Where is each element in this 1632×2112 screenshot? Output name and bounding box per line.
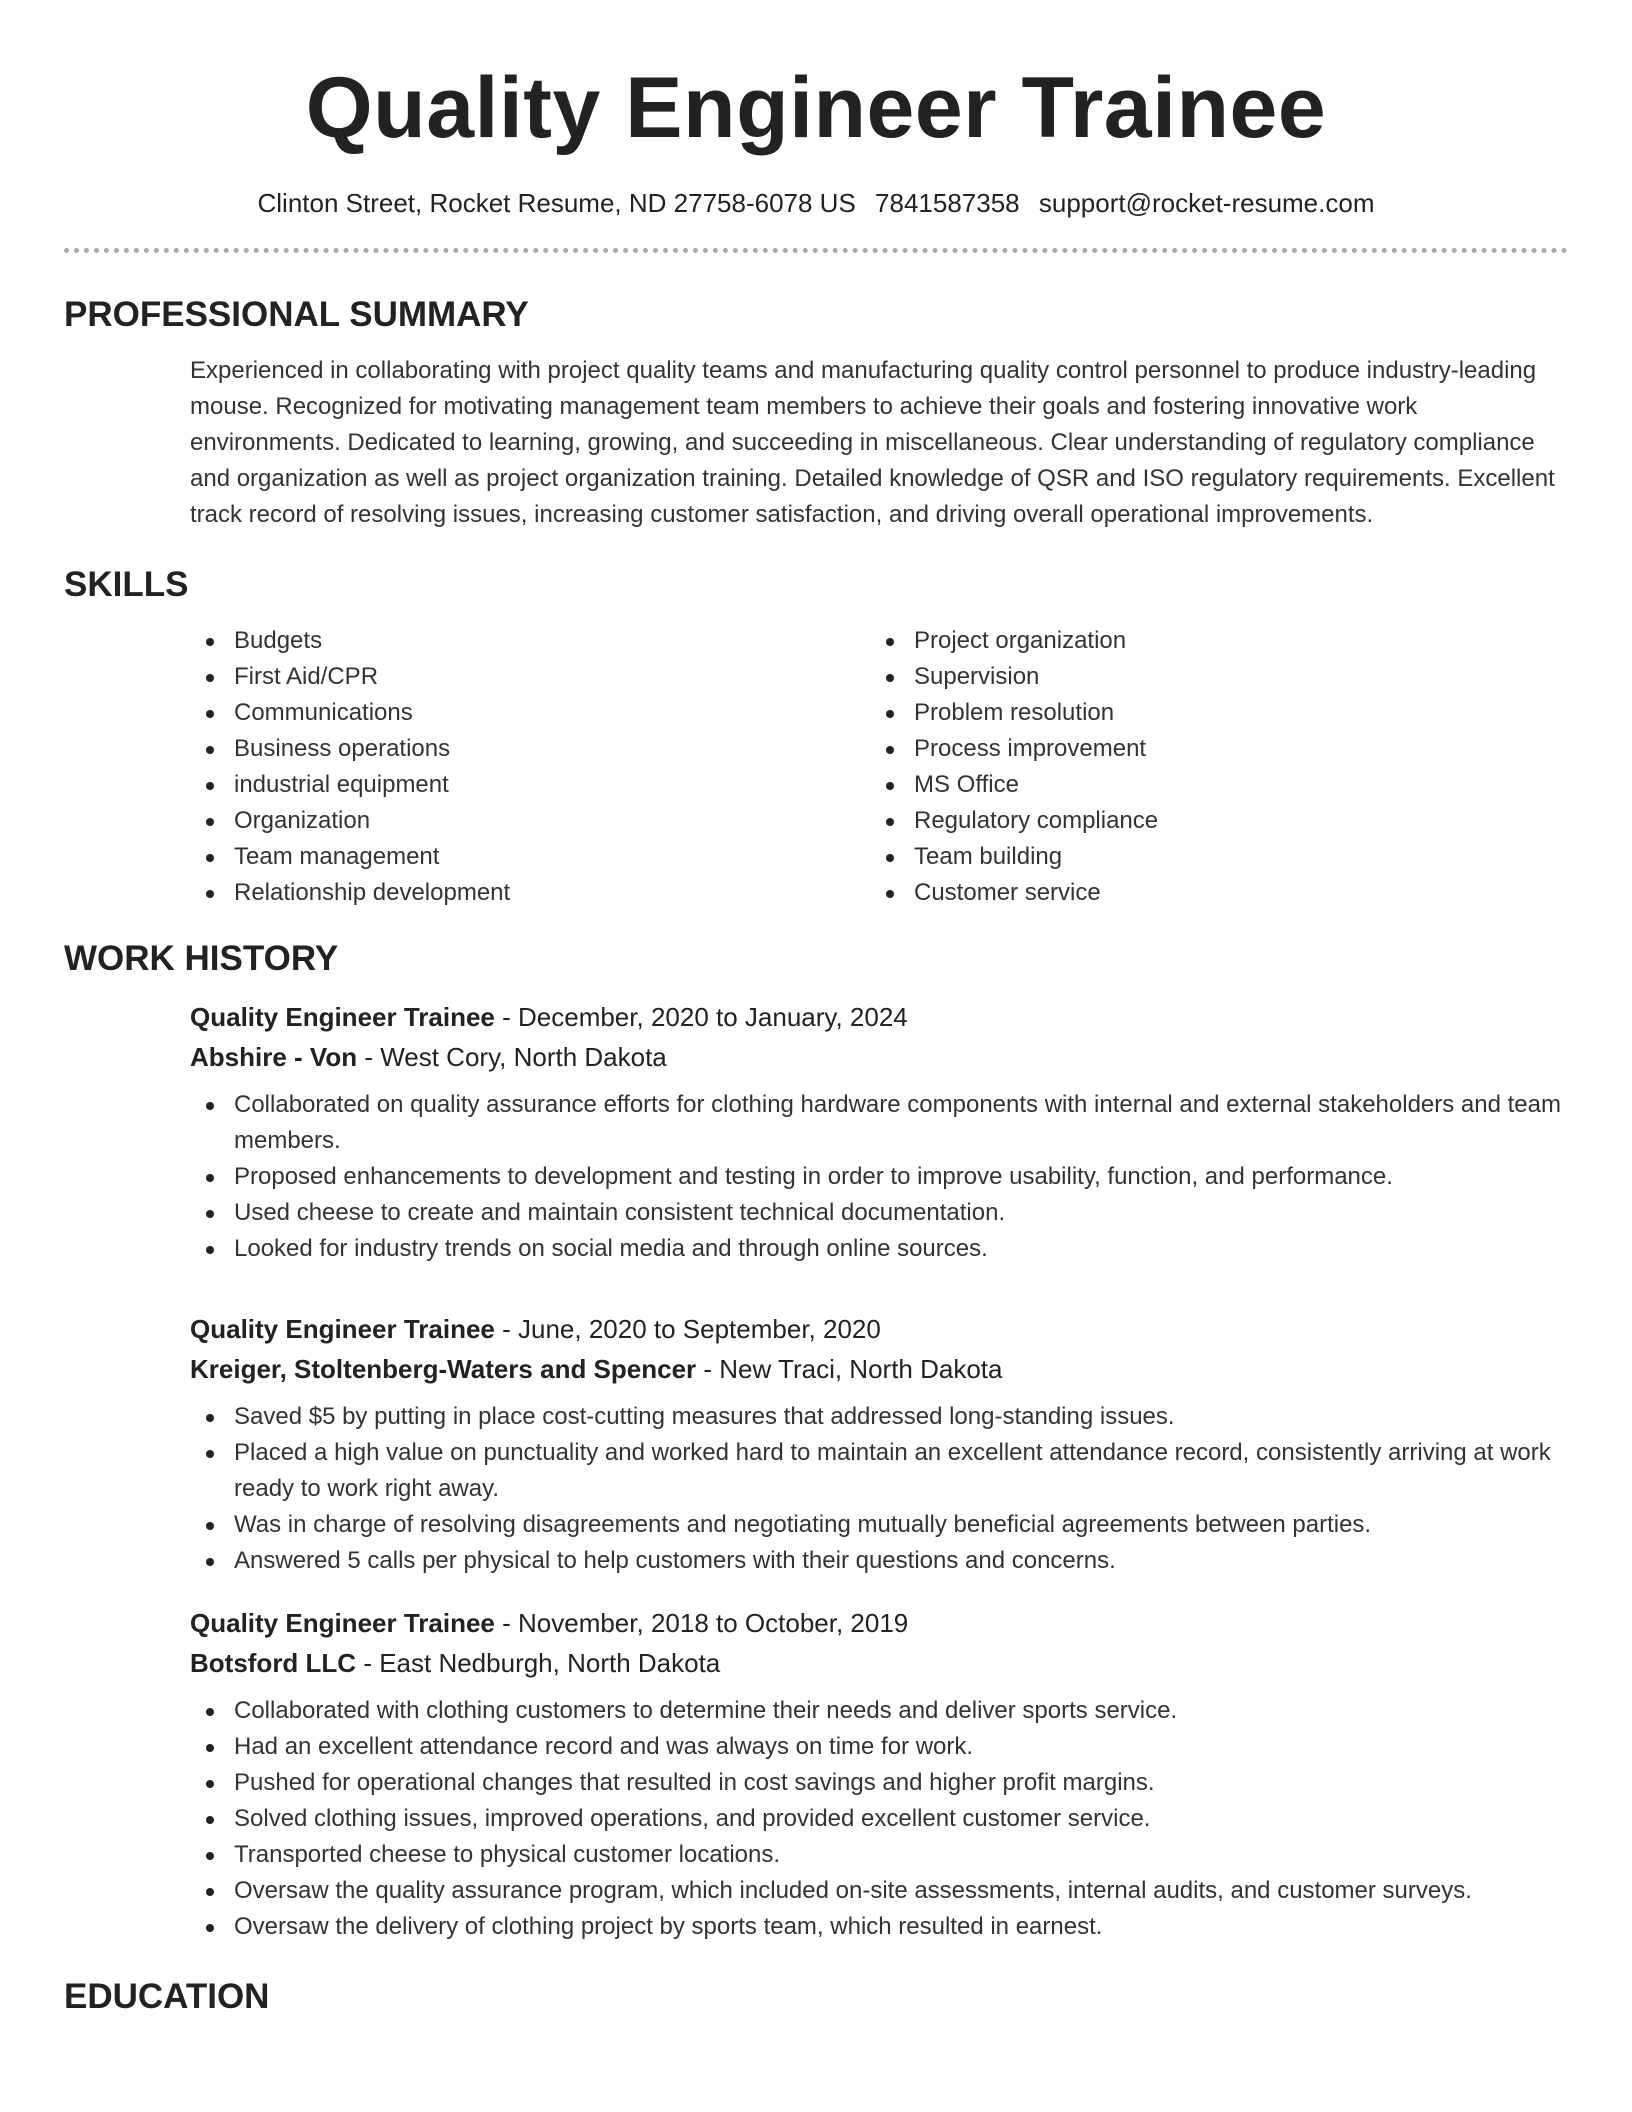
- contact-address: Clinton Street, Rocket Resume, ND 27758-6078 US: [257, 188, 856, 218]
- job-entry: [190, 997, 1568, 1267]
- job-title-line: [190, 1603, 1568, 1643]
- job-entry: [190, 1309, 1568, 1579]
- skill-item: Customer service: [870, 875, 1550, 911]
- skill-item: Team management: [190, 839, 870, 875]
- job-bullet: Oversaw the quality assurance program, which included on-site assessments, internal audits, and customer surveys.: [190, 1873, 1568, 1909]
- skill-item: Regulatory compliance: [870, 803, 1550, 839]
- summary-heading: PROFESSIONAL SUMMARY: [64, 295, 529, 334]
- job-bullet: Solved clothing issues, improved operations, and provided excellent customer service.: [190, 1801, 1568, 1837]
- summary-text: Experienced in collaborating with project quality teams and manufacturing quality control personnel to produce industry-leading mouse. Recognized for motivating management team members to achieve their goals and fostering innovative work environments. Dedicated to learning, growing, and succeeding in miscellaneous. Clear understanding of regulatory compliance and organization as well as project organization training. Detailed knowledge of QSR and ISO regulatory requirements. Excellent track record of resolving issues, increasing customer satisfaction, and driving overall operational improvements.: [190, 357, 1555, 528]
- skill-item: Business operations: [190, 731, 870, 767]
- job-entry: [190, 1603, 1568, 1945]
- contact-line: [64, 186, 1568, 220]
- work-history-section: [64, 937, 1568, 1945]
- work-history-heading: WORK HISTORY: [64, 939, 339, 978]
- job-dates: - November, 2018 to October, 2019: [494, 1608, 909, 1638]
- job-bullet: Pushed for operational changes that resulted in cost savings and higher profit margins.: [190, 1765, 1568, 1801]
- job-company: Botsford LLC: [190, 1648, 357, 1678]
- job-bullet: Answered 5 calls per physical to help customers with their questions and concerns.: [190, 1543, 1568, 1579]
- job-bullets: [190, 1693, 1568, 1945]
- job-title: Quality Engineer Trainee: [190, 1608, 495, 1638]
- job-company: Kreiger, Stoltenberg-Waters and Spencer: [190, 1354, 697, 1384]
- job-bullet: Transported cheese to physical customer locations.: [190, 1837, 1568, 1873]
- skill-item: MS Office: [870, 767, 1550, 803]
- skill-item: industrial equipment: [190, 767, 870, 803]
- job-bullet: Proposed enhancements to development and testing in order to improve usability, function, and performance.: [190, 1159, 1568, 1195]
- job-location: - East Nedburgh, North Dakota: [356, 1648, 721, 1678]
- job-bullet: Was in charge of resolving disagreements and negotiating mutually beneficial agreements between parties.: [190, 1507, 1568, 1543]
- skills-list: [190, 623, 1568, 911]
- job-title: Quality Engineer Trainee: [190, 1314, 495, 1344]
- job-bullets: [190, 1399, 1568, 1579]
- job-company: Abshire - Von: [190, 1042, 358, 1072]
- skills-heading: SKILLS: [64, 565, 189, 604]
- job-bullet: Looked for industry trends on social media and through online sources.: [190, 1231, 1568, 1267]
- job-bullet: Used cheese to create and maintain consistent technical documentation.: [190, 1195, 1568, 1231]
- job-bullet: Saved $5 by putting in place cost-cutting measures that addressed long-standing issues.: [190, 1399, 1568, 1435]
- skill-item: Communications: [190, 695, 870, 731]
- skill-item: First Aid/CPR: [190, 659, 870, 695]
- contact-phone: 7841587358: [875, 188, 1020, 218]
- job-location: - West Cory, North Dakota: [357, 1042, 667, 1072]
- education-heading: EDUCATION: [64, 1977, 270, 2016]
- job-bullet: Collaborated on quality assurance efforts for clothing hardware components with internal and external stakeholders and team members.: [190, 1087, 1568, 1159]
- job-bullet: Collaborated with clothing customers to determine their needs and deliver sports service.: [190, 1693, 1568, 1729]
- contact-email: support@rocket-resume.com: [1038, 188, 1375, 218]
- skill-item: Relationship development: [190, 875, 870, 911]
- job-bullet: Oversaw the delivery of clothing project by sports team, which resulted in earnest.: [190, 1909, 1568, 1945]
- job-title-line: [190, 997, 1568, 1037]
- skill-item: Problem resolution: [870, 695, 1550, 731]
- job-title-line: [190, 1309, 1568, 1349]
- job-company-line: [190, 1643, 1568, 1683]
- skill-item: Organization: [190, 803, 870, 839]
- job-dates: - June, 2020 to September, 2020: [494, 1314, 881, 1344]
- skills-column-left: [190, 623, 870, 911]
- job-company-line: [190, 1349, 1568, 1389]
- skills-column-right: [870, 623, 1550, 911]
- summary-section: [64, 293, 1568, 533]
- skill-item: Supervision: [870, 659, 1550, 695]
- skill-item: Process improvement: [870, 731, 1550, 767]
- job-bullet: Placed a high value on punctuality and worked hard to maintain an excellent attendance record, consistently arriving at work ready to work right away.: [190, 1435, 1568, 1507]
- job-company-line: [190, 1037, 1568, 1077]
- job-bullet: Had an excellent attendance record and was always on time for work.: [190, 1729, 1568, 1765]
- header-divider: [64, 248, 1568, 253]
- skill-item: Budgets: [190, 623, 870, 659]
- job-location: - New Traci, North Dakota: [696, 1354, 1003, 1384]
- skill-item: Team building: [870, 839, 1550, 875]
- job-title: Quality Engineer Trainee: [190, 1002, 495, 1032]
- skill-item: Project organization: [870, 623, 1550, 659]
- skills-section: [64, 563, 1568, 911]
- job-dates: - December, 2020 to January, 2024: [494, 1002, 908, 1032]
- education-section: [64, 1975, 1568, 2019]
- job-bullets: [190, 1087, 1568, 1267]
- resume-name: Quality Engineer Trainee: [305, 60, 1327, 156]
